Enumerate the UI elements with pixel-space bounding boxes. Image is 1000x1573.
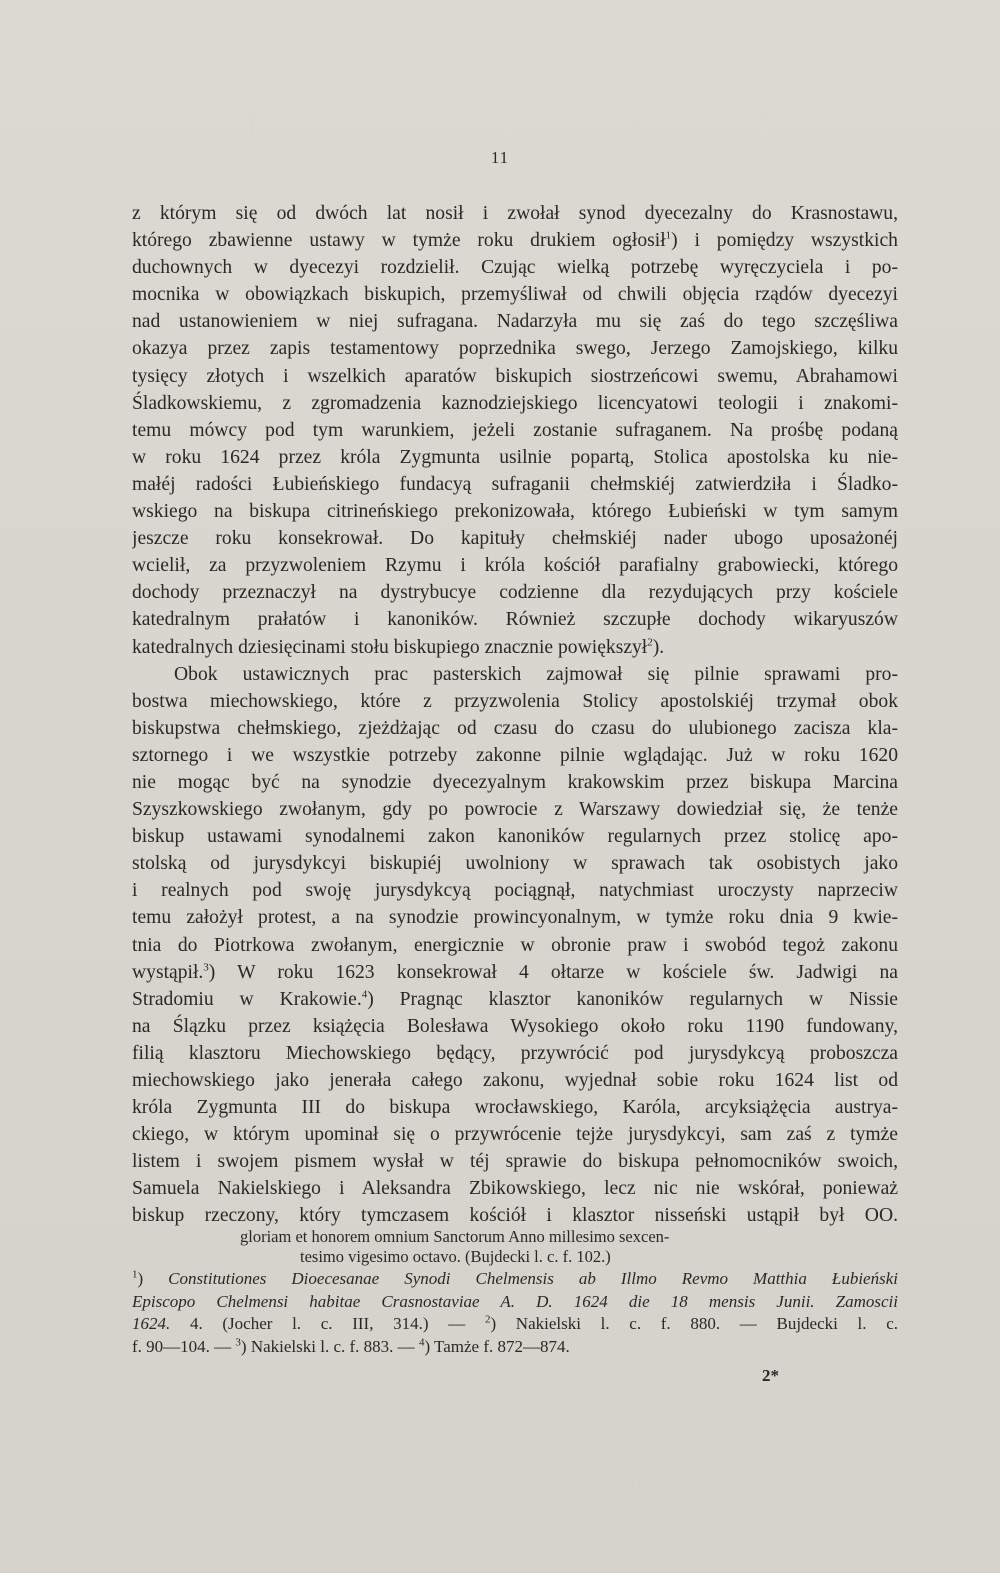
text-line	[132, 823, 898, 850]
footnote-mark: 3	[235, 1335, 241, 1348]
footnote-italic: Episcopo Chelmensi habitae Crasnostaviae A. D. 1624 die 18 mensis Junii. Zamoscii	[132, 1291, 898, 1311]
line-text: wskiego na biskupa citrineńskiego prekonizowała, którego Łubieński w tym samym	[132, 501, 898, 523]
text-line	[132, 417, 898, 444]
line-text: Samuela Nakielskiego i Aleksandra Zbikowskiego, lecz nic nie wskórał, ponieważ	[132, 1178, 898, 1200]
footnote-ref: 4	[361, 988, 368, 1001]
text-line	[132, 606, 898, 633]
page-number: 11	[490, 148, 510, 167]
text-line	[132, 877, 898, 904]
text-line	[132, 932, 898, 959]
line-text: tysięcy złotych i wszelkich aparatów biskupich siostrzeńcowi swemu, Abrahamowi	[132, 365, 898, 387]
text-line	[132, 444, 898, 471]
footnote-text: 4. (Jocher l. c. III, 314.) —	[189, 1314, 466, 1333]
footnote-ref: 2	[647, 635, 653, 648]
line-text: na Ślązku przez książęcia Bolesława Wysokiego około roku 1190 fundowany,	[132, 1015, 898, 1037]
footnote-text: f. 90—104. —	[132, 1336, 232, 1356]
line-text: miechowskiego jako jenerała całego zakonu, wyjednał sobie roku 1624 list od	[132, 1070, 898, 1091]
line-text: ) i pomiędzy wszystkich	[671, 230, 898, 252]
footnotes	[132, 1268, 898, 1358]
line-text: wcielił, za przyzwoleniem Rzymu i króla kościół parafialny grabowiecki, którego	[132, 555, 898, 577]
line-text: którego zbawienne ustawy w tymże roku drukiem ogłosił	[132, 230, 666, 252]
text-line	[132, 1013, 898, 1040]
line-text: tnia do Piotrkowa zwołanym, energicznie w obronie praw i swobód tegoż zakonu	[132, 934, 898, 956]
line-text: sztornego i we wszystkie potrzeby zakonne pilnie wglądając. Już w roku 1620	[132, 744, 898, 766]
text-line	[132, 1067, 898, 1094]
line-text: jeszcze roku konsekrował. Do kapituły chełmskiéj nader ubogo uposażonéj	[132, 528, 898, 550]
footnote-ref: 3	[203, 961, 209, 974]
line-text: biskupstwa chełmskiego, zjeżdżając od czasu do czasu do ulubionego zacisza kla-	[132, 717, 898, 739]
line-text: mocnika w obowiązkach biskupich, przemyśliwał od chwili objęcia rządów dyecezyi	[132, 284, 898, 306]
line-text: wystąpił.	[132, 961, 204, 983]
text-line	[132, 281, 898, 308]
quote-line: gloriam et honorem omnium Sanctorum Anno millesimo sexcen-	[240, 1227, 670, 1246]
footnote-line: $^1$) Constitutiones Dioecesanae Synodi Chelmensis ab Illmo Revmo Matthia Łubieński	[132, 1268, 898, 1288]
line-text: listem i swojem pismem wysłał w téj sprawie do biskupa pełnomocników swoich,	[132, 1151, 898, 1173]
line-text: z którym się od dwóch lat nosił i zwołał synod dyecezalny do Krasnostawu,	[132, 203, 898, 224]
text-line	[132, 308, 898, 335]
line-text: dochody przeznaczył na dystrybucye codzienne dla rezydujących przy kościele	[132, 582, 898, 604]
text-line	[132, 661, 898, 688]
line-text: okazya przez zapis testamentowy poprzednika swego, Jerzego Zamojskiego, kilku	[132, 338, 898, 360]
line-text: małéj radości Łubieńskiego fundacyą sufraganii chełmskiéj zatwierdziła i Śladko-	[132, 473, 898, 495]
footnote-line: 1624. 4. (Jocher l. c. III, 314.) — $^2$) Nakielski l. c. f. 880. — Bujdecki l. c.	[132, 1313, 898, 1333]
text-line	[132, 1202, 898, 1229]
line-text: ).	[652, 636, 665, 658]
text-line	[132, 1094, 898, 1121]
text-line	[132, 904, 898, 931]
footnote-mark: 4	[418, 1335, 425, 1348]
line-text: Stradomiu w Krakowie.	[132, 988, 362, 1010]
line-text: temu mówcy pod tym warunkiem, jeżeli zostanie sufraganem. Na prośbę podaną	[132, 419, 898, 441]
text-line	[132, 688, 898, 715]
line-text: ) W roku 1623 konsekrował 4 ołtarze w kościele św. Jadwigi na	[208, 961, 898, 983]
footnote-line	[132, 1291, 898, 1314]
line-text: Szyszkowskiego zwołanym, gdy po powrocie z Warszawy dowiedział się, że tenże	[132, 799, 898, 821]
line-text: Obok ustawicznych prac pasterskich zajmował się pilnie sprawami pro-	[174, 663, 898, 685]
line-text: temu założył protest, a na synodzie prowincyonalnym, w tymże roku dnia 9 kwie-	[132, 907, 898, 929]
line-text: biskup rzeczony, który tymczasem kościół i klasztor nisseński ustąpił był OO.	[132, 1205, 898, 1227]
footnote-italic: Constitutiones Dioecesanae Synodi Chelmensis ab Illmo Revmo Matthia Łubieński	[168, 1269, 898, 1288]
text-line	[132, 634, 898, 661]
line-text: w roku 1624 przez króla Zygmunta usilnie popartą, Stolica apostolska ku nie-	[132, 446, 898, 468]
line-text: katedralnych dziesięcinami stołu biskupiego znacznie powiększył	[132, 636, 648, 658]
line-text: ) Pragnąc klasztor kanoników regularnych w Nissie	[367, 988, 898, 1010]
quote-line: tesimo vigesimo octavo. (Bujdecki l. c. f. 102.)	[300, 1247, 611, 1266]
line-text: katedralnym prałatów i kanoników. Również szczupłe dochody wikaryuszów	[132, 609, 898, 631]
text-line	[132, 363, 898, 390]
footnote-text: Nakielski l. c. f. 883. —	[250, 1336, 415, 1356]
text-line	[132, 1040, 898, 1067]
line-text: biskup ustawami synodalnemi zakon kanoników regularnych przez stolicę apo-	[132, 826, 898, 848]
text-line	[132, 390, 898, 417]
text-line	[132, 552, 898, 579]
text-line	[132, 715, 898, 742]
line-text: i realnych pod swoję jurysdykcyą pociągnął, natychmiast uroczysty naprzeciw	[132, 880, 898, 902]
latin-quote	[240, 1227, 800, 1267]
text-line	[132, 1175, 898, 1202]
signature-mark: 2*	[762, 1366, 779, 1385]
line-text: filią klasztoru Miechowskiego będący, przywrócić pod jurysdykcyą proboszcza	[132, 1042, 898, 1064]
text-line	[132, 579, 898, 606]
text-line	[132, 335, 898, 362]
text-line	[132, 254, 898, 281]
line-text: bostwa miechowskiego, które z przyzwolenia Stolicy apostolskiéj trzymał obok	[132, 690, 898, 712]
text-line	[132, 796, 898, 823]
footnote-ref: 1	[665, 229, 672, 242]
line-text: nad ustanowieniem w niej sufragana. Nadarzyła mu się zaś do tego szczęśliwa	[132, 311, 898, 333]
text-line	[132, 959, 898, 986]
line-text: króla Zygmunta III do biskupa wrocławskiego, Karóla, arcyksiążęcia austrya-	[132, 1097, 898, 1119]
text-line	[132, 850, 898, 877]
text-line	[132, 200, 898, 227]
text-line	[132, 769, 898, 796]
line-text: duchownych w dyecezyi rozdzielił. Czując wielką potrzebę wyręczyciela i po-	[132, 257, 898, 279]
text-line	[132, 742, 898, 769]
text-line	[132, 525, 898, 552]
line-text: ckiego, w którym upominał się o przywrócenie tejże jurysdykcyi, sam zaś z tymże	[132, 1124, 898, 1146]
text-line	[132, 227, 898, 254]
text-line	[132, 1148, 898, 1175]
line-text: nie mogąc być na synodzie dyecezyalnym krakowskim przez biskupa Marcina	[132, 771, 898, 793]
text-line	[132, 471, 898, 498]
footnote-mark: 1	[132, 1268, 138, 1281]
footnote-text: Tamże f. 872—874.	[434, 1336, 570, 1356]
text-line	[132, 498, 898, 525]
footnote-text: Nakielski l. c. f. 880. — Bujdecki l. c.	[515, 1314, 898, 1333]
footnote-line: f. 90—104. — $^3$) Nakielski l. c. f. 883. — $^4$) Tamże f. 872—874.	[132, 1335, 570, 1356]
body-text	[132, 200, 898, 1230]
footnote-italic: 1624.	[132, 1314, 171, 1333]
text-line	[132, 1121, 898, 1148]
line-text: stolską od jurysdykcyi biskupiéj uwolniony w sprawach tak osobistych jako	[132, 853, 898, 875]
line-text: Śladkowskiemu, z zgromadzenia kaznodziejskiego licencyatowi teologii i znakomi-	[132, 392, 898, 414]
footnote-mark: 2	[484, 1313, 491, 1326]
text-line	[132, 986, 898, 1013]
